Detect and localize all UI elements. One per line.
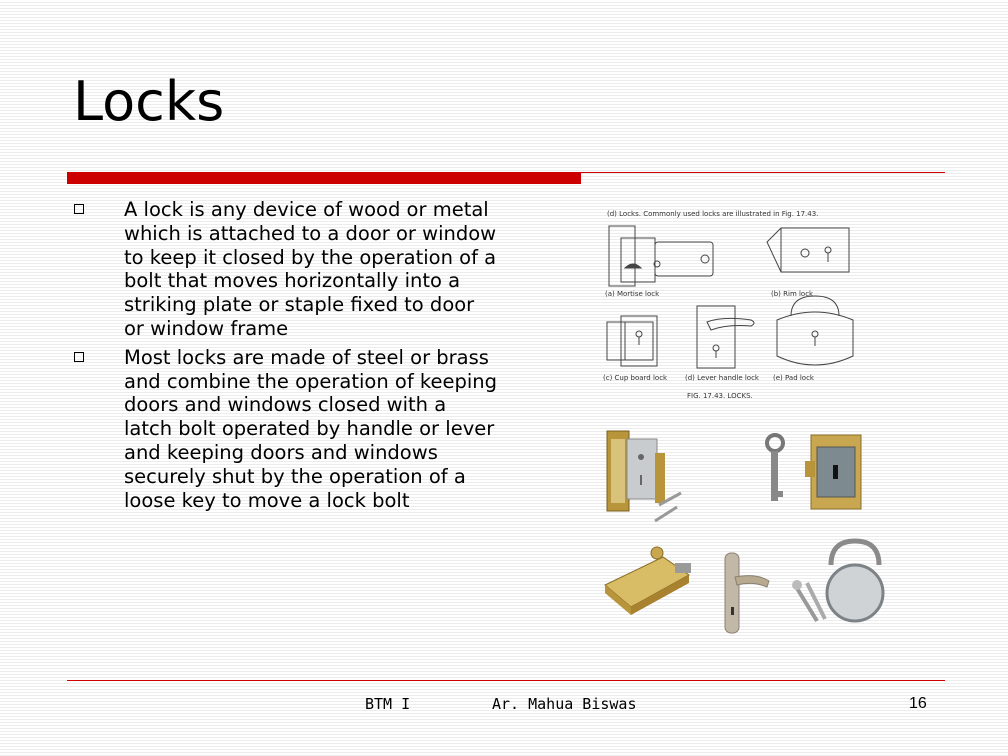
figure-caption: FIG. 17.43. LOCKS. [687,392,753,400]
page-number: 16 [909,695,927,712]
title-underline-thick [67,172,581,184]
antique-key-photo [767,435,783,501]
locks-line-illustration [595,198,855,406]
square-bullet-icon [74,352,84,362]
mortise-lock-photo [607,431,681,521]
rim-lock-drawing [767,228,849,272]
footer-course: BTM I [365,695,411,713]
title-underline-thin [581,172,945,173]
label-rim-lock: (b) Rim lock [771,290,814,298]
footer-author: Ar. Mahua Biswas [492,695,637,713]
padlock-photo [792,541,883,621]
lever-handle-lock-drawing [697,306,754,368]
label-cupboard-lock: (c) Cup board lock [603,374,668,382]
pad-lock-drawing [777,296,853,365]
mortise-lock-drawing [609,226,713,286]
label-pad-lock: (e) Pad lock [773,374,814,382]
locks-photo-collage [595,425,895,640]
box-lock-photo [605,547,691,615]
footer-rule [67,680,945,681]
cupboard-lock-drawing [607,316,657,366]
slide-title: Locks [73,70,225,133]
lever-handle-photo [725,553,769,633]
label-lever-handle-lock: (d) Lever handle lock [685,374,759,382]
square-bullet-icon [74,204,84,214]
bullet-item [70,198,500,341]
bullet-item [70,346,500,513]
bullet-text: Most locks are made of steel or brass and combine the operation of keeping doors and windows closed with a latch bolt operated by handle or lever and keeping doors and windows securely shut by the operation of a loose key to move a lock bolt [124,345,498,512]
bullet-text: A lock is any device of wood or metal which is attached to a door or window to keep it closed by the operation of a bolt that moves horizontally into a striking plate or staple fixed to door or window frame [124,198,497,340]
rim-lock-photo [805,435,861,509]
bullet-list [70,198,500,517]
figure-caption-top: (d) Locks. Commonly used locks are illustrated in Fig. 17.43. [607,210,819,218]
label-mortise-lock: (a) Mortise lock [605,290,660,298]
